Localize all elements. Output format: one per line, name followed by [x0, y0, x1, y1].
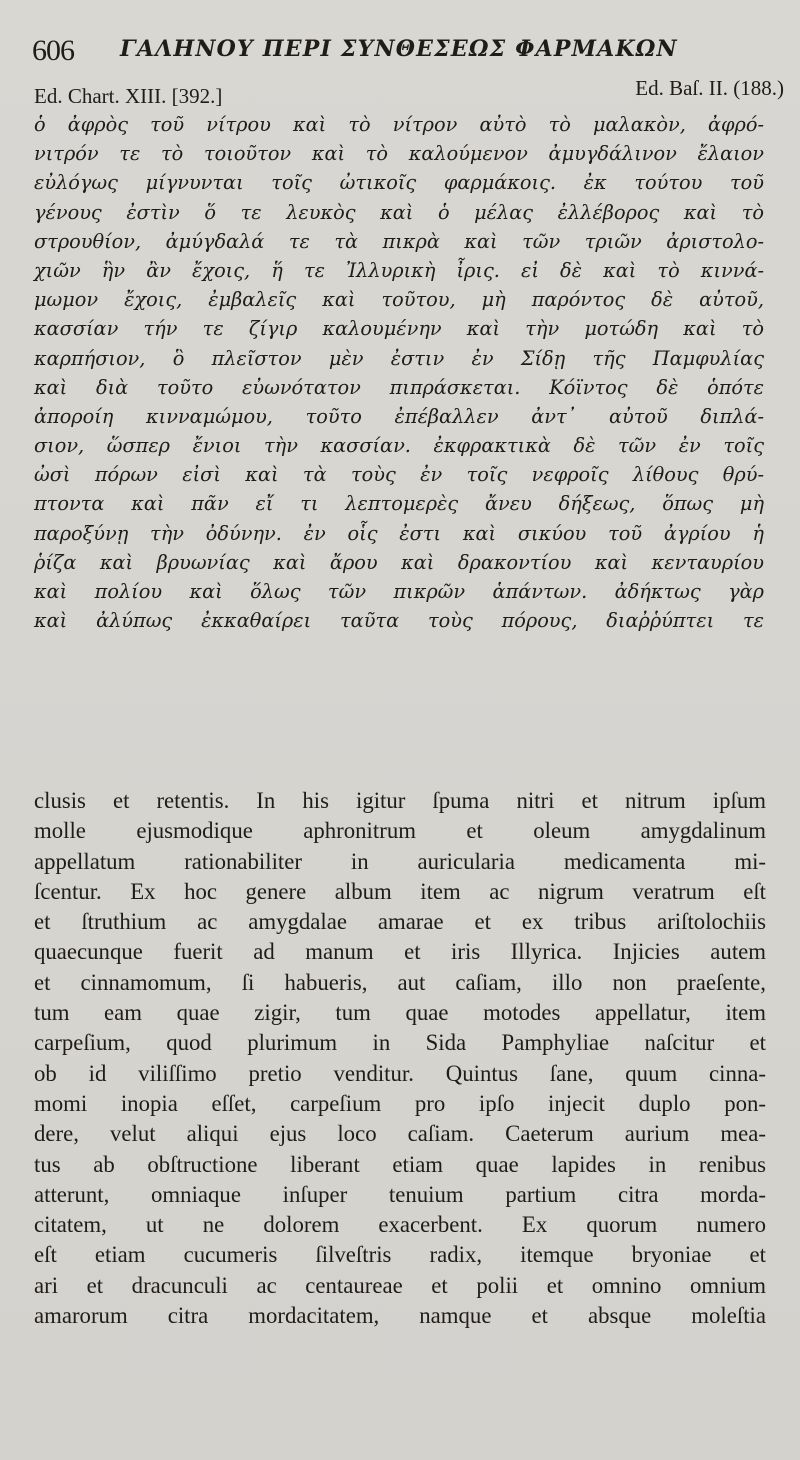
latin-line: clusis et retentis. In his igitur ſpuma nitri et nitrum ipſum — [34, 788, 766, 813]
greek-line: χιῶν ἣν ἂν ἔχοις, ἥ τε Ἰλλυρικὴ ἶρις. εἰ δὲ καὶ τὸ κιννά- — [34, 258, 764, 282]
greek-line: πτοντα καὶ πᾶν εἴ τι λεπτομερὲς ἄνευ δήξεως, ὅπως μὴ — [34, 492, 764, 516]
edition-reference-left: Ed. Chart. XIII. [392.] — [34, 84, 223, 108]
greek-line: νιτρόν τε τὸ τοιοῦτον καὶ τὸ καλούμενον ἀμυγδάλινον ἔλαιον — [34, 142, 764, 166]
greek-line: εὐλόγως μίγνυνται τοῖς ὠτικοῖς φαρμάκοις. ἐκ τούτου τοῦ — [34, 171, 764, 195]
greek-line: καὶ ἀλύπως ἐκκαθαίρει ταῦτα τοὺς πόρους, διαῤῥύπτει τε — [34, 609, 764, 633]
greek-line: σιον, ὥσπερ ἔνιοι τὴν κασσίαν. ἐκφρακτικὰ δὲ τῶν ἐν τοῖς — [34, 434, 764, 458]
latin-line: ſcentur. Ex hoc genere album item ac nigrum veratrum eſt — [34, 878, 766, 904]
latin-line: ob id viliſſimo pretio venditur. Quintus ſane, quum cinna- — [34, 1060, 766, 1086]
latin-line: et ſtruthium ac amygdalae amarae et ex tribus ariſtolochiis — [34, 909, 766, 935]
latin-line: tus ab obſtructione liberant etiam quae lapides in renibus — [34, 1151, 766, 1177]
greek-line: καρπήσιον, ὃ πλεῖστον μὲν ἐστιν ἐν Σίδῃ τῆς Παμφυλίας — [34, 346, 764, 370]
greek-line: παροξύνῃ τὴν ὀδύνην. ἐν οἷς ἐστι καὶ σικύου τοῦ ἀγρίου ἡ — [34, 521, 764, 545]
latin-text-block — [34, 786, 766, 1331]
latin-line: ari et dracunculi ac centaureae et polii et omnino omnium — [34, 1272, 766, 1298]
latin-line: carpeſium, quod plurimum in Sida Pamphyliae naſcitur et — [34, 1030, 766, 1056]
latin-line: atterunt, omniaque inſuper tenuium partium citra morda- — [34, 1181, 766, 1207]
latin-line: molle ejusmodique aphronitrum et oleum amygdalinum — [34, 818, 766, 844]
latin-line: appellatum rationabiliter in auricularia medicamenta mi- — [34, 848, 766, 874]
greek-line: ὁ ἀφρὸς τοῦ νίτρου καὶ τὸ νίτρον αὐτὸ τὸ μαλακὸν, ἀφρό- — [34, 113, 764, 136]
page-header — [30, 30, 786, 70]
greek-line: ῥίζα καὶ βρυωνίας καὶ ἄρου καὶ δρακοντίου καὶ κενταυρίου — [34, 550, 764, 574]
latin-line: quaecunque fuerit ad manum et iris Illyrica. Injicies autem — [34, 939, 766, 965]
greek-line: μωμον ἔχοις, ἐμβαλεῖς καὶ τοῦτου, μὴ παρόντος δὲ αὐτοῦ, — [34, 288, 764, 312]
greek-line: κασσίαν τήν τε ζίγιρ καλουμένην καὶ τὴν μοτώδη καὶ τὸ — [34, 317, 764, 341]
edition-reference-right: Ed. Baſ. II. (188.) — [635, 76, 784, 100]
greek-line: στρουθίον, ἀμύγδαλά τε τὰ πικρὰ καὶ τῶν τριῶν ἀριστολο- — [34, 229, 764, 253]
latin-line: tum eam quae zigir, tum quae motodes appellatur, item — [34, 1000, 766, 1026]
greek-line: ὠσὶ πόρων εἰσὶ καὶ τὰ τοὺς ἐν τοῖς νεφροῖς λίθους θρύ- — [34, 463, 764, 487]
page-number: 606 — [32, 34, 74, 67]
latin-line: dere, velut aliqui ejus loco caſiam. Caeterum aurium mea- — [34, 1121, 766, 1147]
running-title: ΓΑΛΗΝΟΥ ΠΕΡΙ ΣΥΝΘΕΣΕΩΣ ΦΑΡΜΑΚΩΝ — [120, 36, 678, 62]
latin-line: citatem, ut ne dolorem exacerbent. Ex quorum numero — [34, 1212, 766, 1238]
latin-line: et cinnamomum, ſi habueris, aut caſiam, illo non praeſente, — [34, 969, 766, 995]
greek-line: καὶ πολίου καὶ ὅλως τῶν πικρῶν ἁπάντων. ἀδήκτως γὰρ — [34, 580, 764, 603]
greek-line: γένους ἐστὶν ὅ τε λευκὸς καὶ ὁ μέλας ἐλλέβορος καὶ τὸ — [34, 200, 764, 224]
greek-text-block — [34, 110, 764, 635]
greek-line: ἀποροίη κινναμώμου, τοῦτο ἐπέβαλλεν ἀντ᾽ αὐτοῦ διπλά- — [34, 404, 764, 428]
latin-line: amarorum citra mordacitatem, namque et absque moleſtia — [34, 1303, 766, 1329]
greek-line: καὶ διὰ τοῦτο εὐωνότατον πιπράσκεται. Κόϊντος δὲ ὁπότε — [34, 375, 764, 399]
latin-line: momi inopia eſſet, carpeſium pro ipſo injecit duplo pon- — [34, 1090, 766, 1116]
latin-line: eſt etiam cucumeris ſilveſtris radix, itemque bryoniae et — [34, 1242, 766, 1268]
